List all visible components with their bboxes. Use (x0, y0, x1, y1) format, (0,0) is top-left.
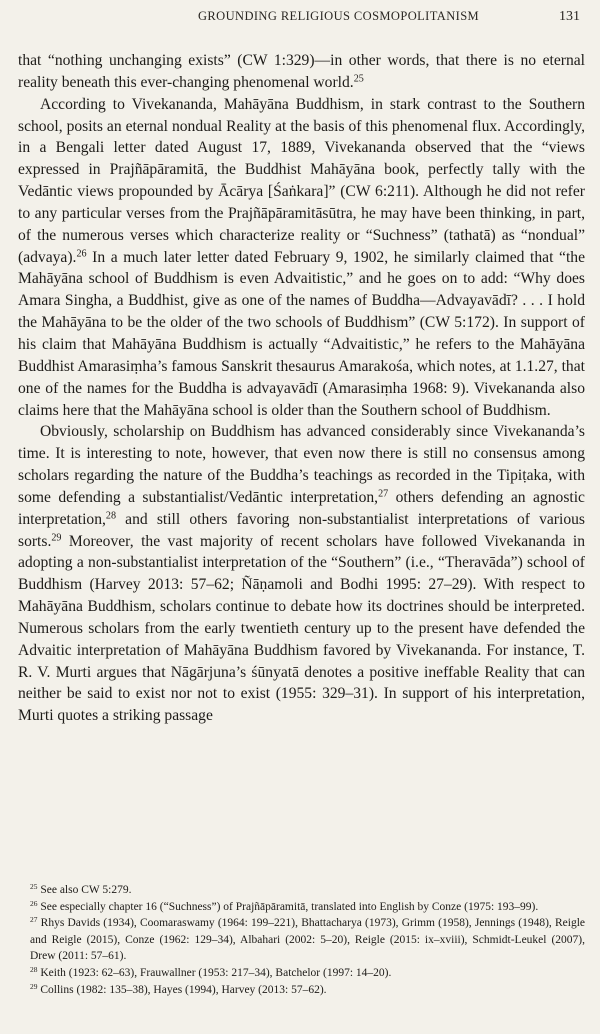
paragraph-1 (18, 50, 585, 94)
paragraph-2-text-a: According to Vivekananda, Mahāyāna Buddhism, in stark contrast to the Southern school, posits an eternal nondual Reality at the basis of this phenomenal flux. Accordingly, in a Bengali letter dated August 17, 1889, Vivekananda observed that the “views expressed in Prajñāpāramitā, the Buddhist Mahāyāna book, perfectly tally with the Vedāntic views propounded by Ācārya [Śaṅkara]” (CW 6:211). Although he did not refer to any particular verses from the Prajñāpāramitāsūtra, he may have been thinking, in part, of the numerous verses which characterize reality or “Suchness” (tathatā) as “nondual” (advaya). (18, 95, 585, 266)
footnote (30, 982, 585, 999)
paragraph-3 (18, 421, 585, 727)
footnote-text: Collins (1982: 135–38), Hayes (1994), Harvey (2013: 57–62). (40, 983, 327, 996)
paragraph-3-text-b: others defending an agnostic interpretation, (18, 488, 585, 528)
paragraph-2 (18, 94, 585, 422)
footnote-number: 25 (30, 881, 38, 891)
note-ref-27: 27 (378, 488, 389, 500)
running-title: GROUNDING RELIGIOUS COSMOPOLITANISM (198, 9, 480, 23)
footnote-number: 29 (30, 981, 38, 991)
running-header (198, 9, 580, 25)
footnote-number: 26 (30, 898, 38, 908)
main-text (18, 50, 585, 727)
paragraph-3-text-a: Obviously, scholarship on Buddhism has advanced considerably since Vivekananda’s time. It is interesting to note, however, that even now there is still no consensus among scholars regarding the nature of the Buddha’s teachings as recorded in the Tipiṭaka, with some defending a substantialist/Vedāntic interpretation, (18, 423, 585, 506)
paragraph-1-text: that “nothing unchanging exists” (CW 1:329)—in other words, that there is no eternal reality beneath this ever-changing phenomenal world. (18, 52, 585, 91)
footnote-text: Keith (1923: 62–63), Frauwallner (1953: 217–34), Batchelor (1997: 14–20). (40, 966, 392, 979)
footnotes (18, 882, 585, 998)
footnote-number: 27 (30, 915, 38, 925)
footnote-text: See also CW 5:279. (40, 884, 132, 896)
footnote-text: See especially chapter 16 (“Suchness”) of Prajñāpāramitā, translated into English by Conze (1975: 193–99). (40, 900, 539, 913)
footnote (30, 899, 585, 916)
paragraph-2-text-b: In a much later letter dated February 9, 1902, he similarly claimed that “the Mahāyāna school of Buddhism is even Advaitistic,” and he goes on to add: “Why does Amara Singha, a Buddhist, give as one of the names of Buddha—Advayavādī? . . . I hold the Mahāyāna to be the older of the two schools of Buddhism” (CW 5:172). In support of his claim that Mahāyāna Buddhism is actually “Advaitistic,” he refers to the Mahāyāna Buddhist Amarasiṃha’s famous Sanskrit thesaurus Amarakośa, which notes, at 1.1.27, that one of the names for the Buddha is advayavādī (Amarasiṃha 1968: 9). Vivekananda also claims here that the Mahāyāna school is older than the Southern school of Buddhism. (18, 248, 585, 419)
paragraph-3-text-d: Moreover, the vast majority of recent scholars have followed Vivekananda in adopting a non-substantialist interpretation of the “Southern” (i.e., “Theravāda”) school of Buddhism (Harvey 2013: 57–62; Ñāṇamoli and Bodhi 1995: 27–29). With respect to Mahāyāna Buddhism, scholars continue to debate how its doctrines should be interpreted. Numerous scholars from the early twentieth century up to the present have defended the Advaitic interpretation of Mahāyāna Buddhism favored by Vivekananda. For instance, T. R. V. Murti argues that Nāgārjuna’s śūnyatā denotes a positive ineffable Reality that can neither be said to exist nor not to exist (1955: 329–31). In support of his interpretation, Murti quotes a striking passage (18, 532, 585, 725)
note-ref-25: 25 (353, 73, 364, 85)
page-number: 131 (559, 9, 580, 24)
footnote (30, 915, 585, 965)
paragraph-3-text-c: and still others favoring non-substantialist interpretations of various sorts. (18, 510, 585, 550)
note-ref-28: 28 (105, 510, 117, 522)
footnote (30, 882, 585, 899)
footnote-number: 28 (30, 964, 38, 974)
footnote-text: Rhys Davids (1934), Coomaraswamy (1964: 199–221), Bhattacharya (1973), Grimm (1958), Jennings (1948), Reigle and Reigle (2015), Conze (1962: 129–34), Albahari (2002: 5–20), Reigle (2015: ix–xviii), Schmidt-Leukel (2007), Drew (2011: 57–61). (30, 917, 586, 963)
footnote (30, 965, 585, 982)
note-ref-29: 29 (51, 532, 62, 543)
note-ref-26: 26 (76, 248, 87, 260)
